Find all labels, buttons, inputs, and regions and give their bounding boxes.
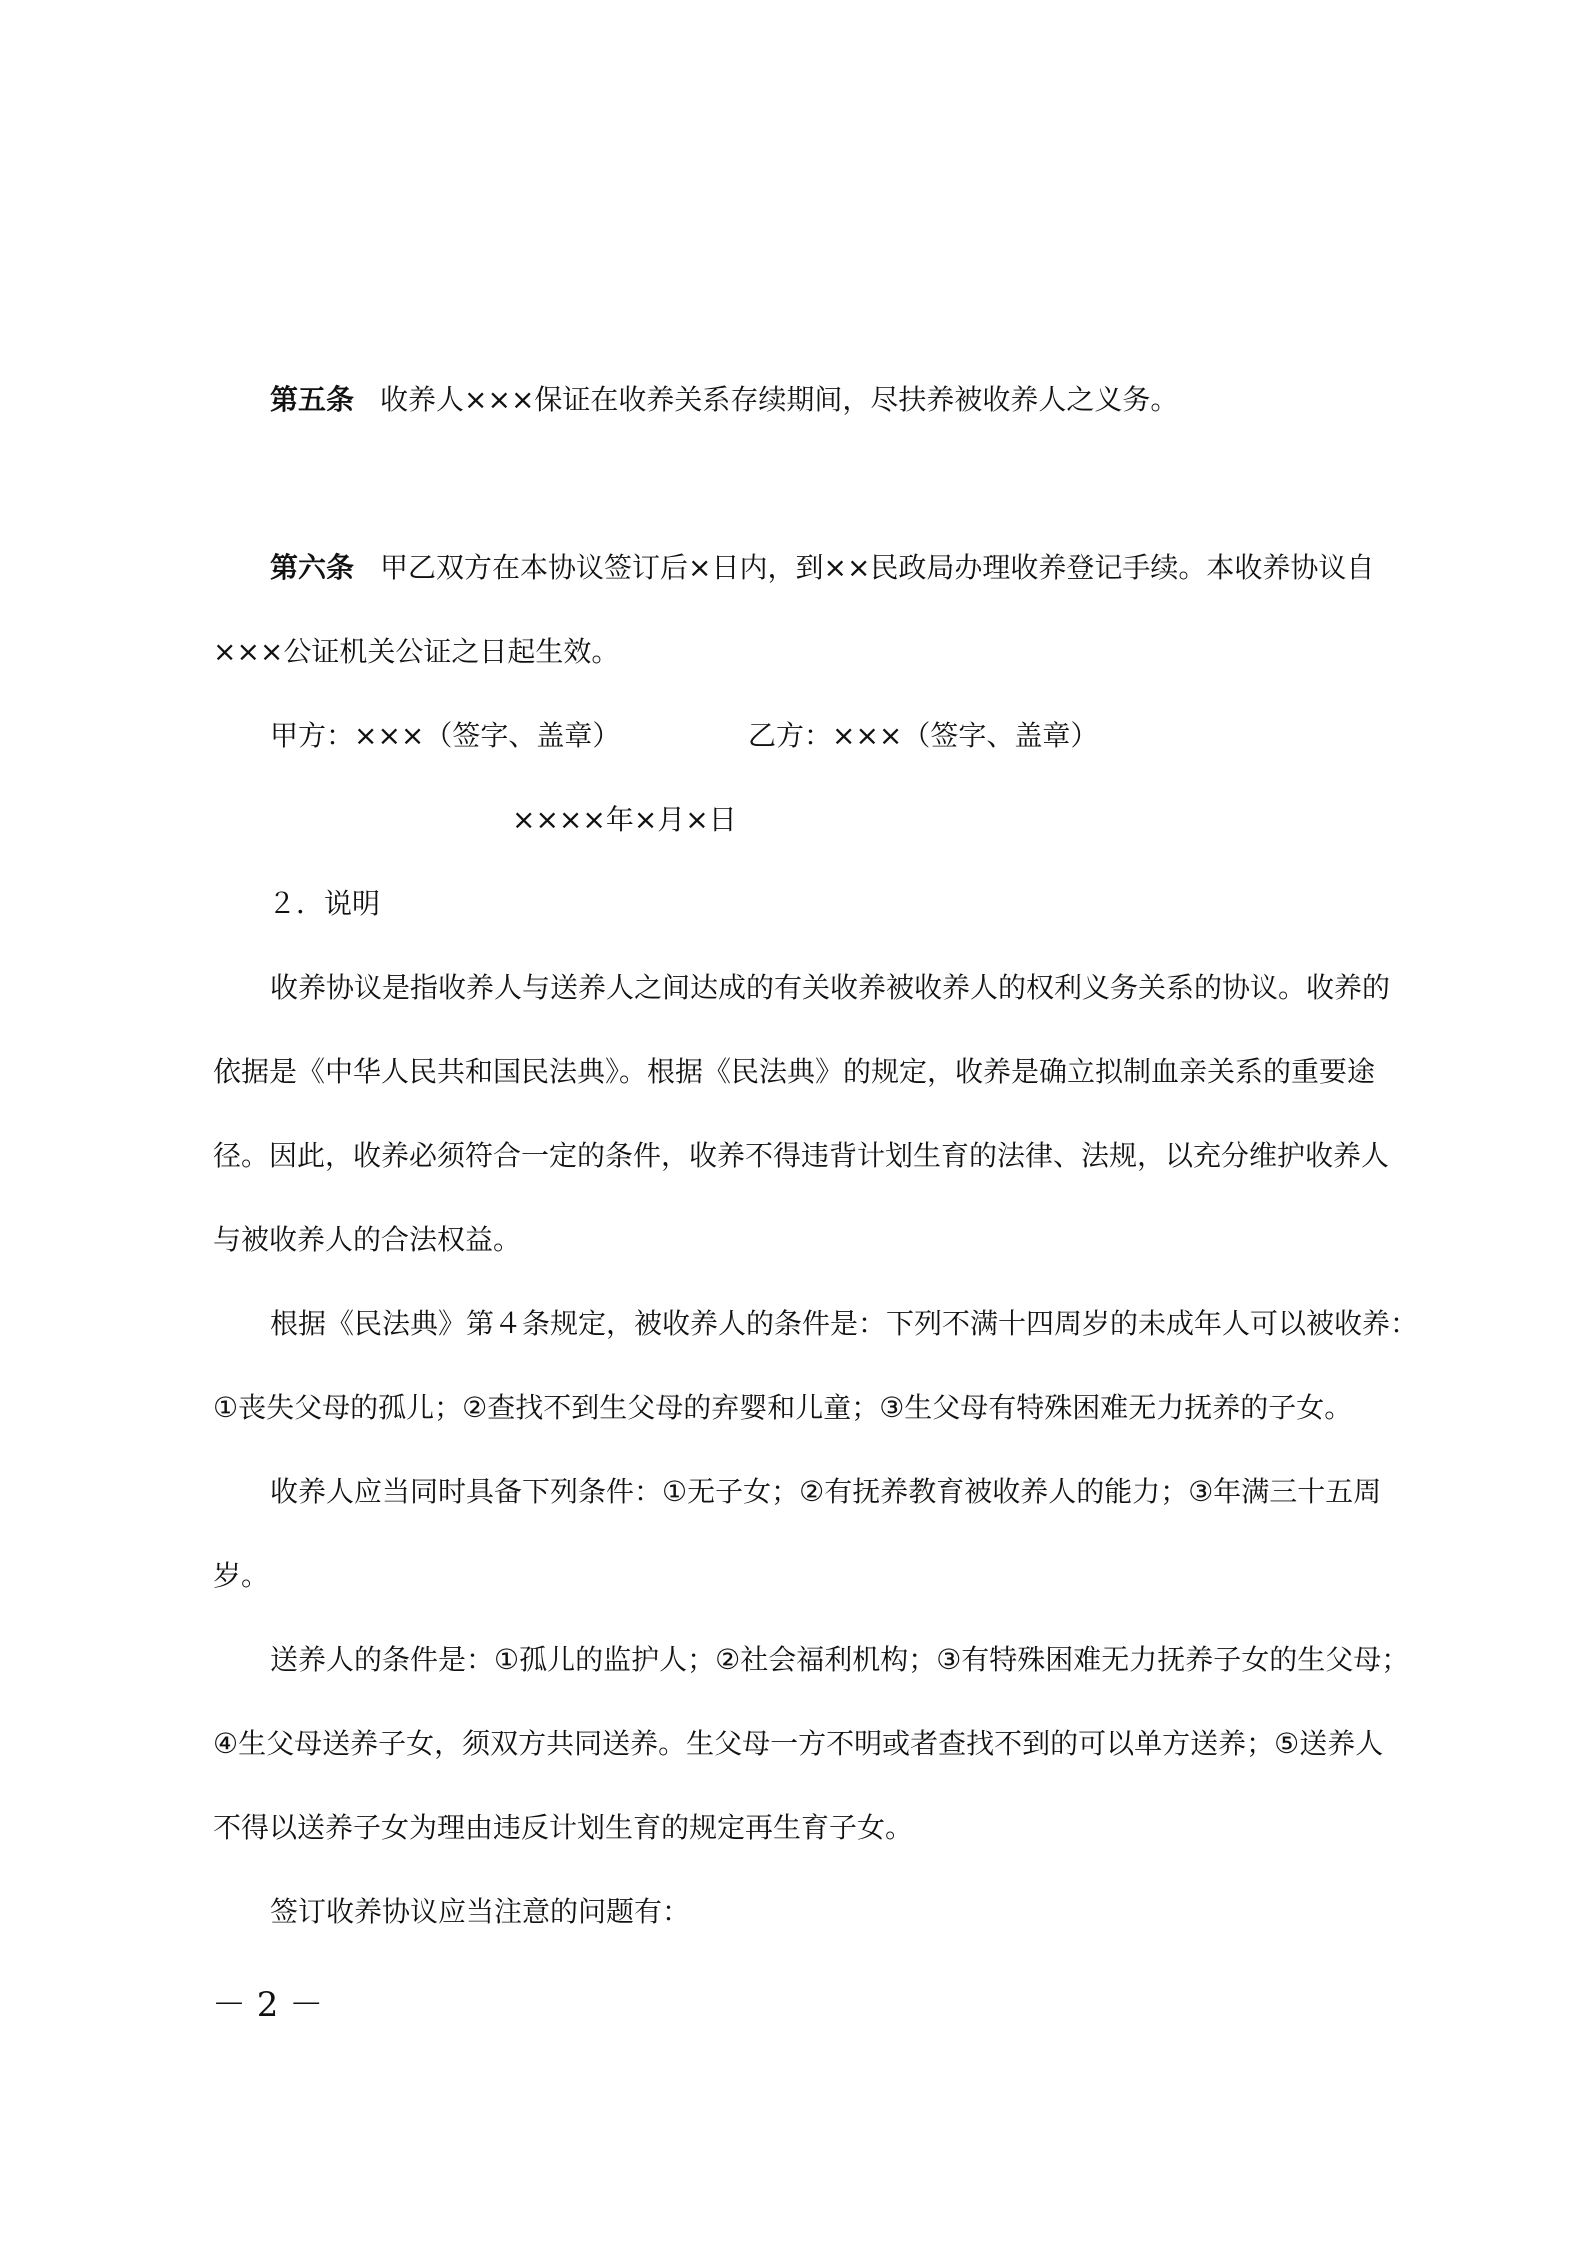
paragraph-1-line-3: 径。因此，收养必须符合一定的条件，收养不得违背计划生育的法律、法规，以充分维护收养人 (213, 1139, 1390, 1172)
article-5-text: 收养人×××保证在收养关系存续期间，尽扶养被收养人之义务。 (380, 383, 1179, 416)
article-6-text-line1: 甲乙双方在本协议签订后×日内，到××民政局办理收养登记手续。本收养协议自 (380, 551, 1375, 584)
paragraph-4-line-1: 送养人的条件是：①孤儿的监护人；②社会福利机构；③有特殊困难无力抚养子女的生父母； (270, 1643, 1410, 1676)
paragraph-2-line-1: 根据《民法典》第４条规定，被收养人的条件是：下列不满十四周岁的未成年人可以被收养： (270, 1307, 1419, 1340)
paragraph-5: 签订收养协议应当注意的问题有： (270, 1895, 691, 1928)
signature-party-b: 乙方：×××（签字、盖章） (748, 719, 1099, 752)
article-5-label: 第五条 (270, 383, 355, 416)
page-number: － 2 － (212, 1985, 324, 2025)
signature-party-a: 甲方：×××（签字、盖章） (270, 719, 621, 752)
paragraph-2-line-2: ①丧失父母的孤儿；②查找不到生父母的弃婴和儿童；③生父母有特殊困难无力抚养的子女。 (213, 1391, 1353, 1424)
article-5 (270, 380, 1390, 420)
section-2-heading: ２．说明 (268, 887, 381, 920)
article-6-label: 第六条 (270, 551, 355, 584)
paragraph-1-line-2: 依据是《中华人民共和国民法典》。根据《民法典》的规定，收养是确立拟制血亲关系的重要途 (213, 1055, 1376, 1088)
signature-date: ××××年×月×日 (512, 803, 737, 836)
paragraph-3-line-2: 岁。 (213, 1559, 270, 1592)
paragraph-1-line-1: 收养协议是指收养人与送养人之间达成的有关收养被收养人的权利义务关系的协议。收养的 (270, 971, 1391, 1004)
paragraph-4-line-2: ④生父母送养子女，须双方共同送养。生父母一方不明或者查找不到的可以单方送养；⑤送养人 (213, 1727, 1384, 1760)
paragraph-4-line-3: 不得以送养子女为理由违反计划生育的规定再生育子女。 (213, 1811, 914, 1844)
paragraph-3-line-1: 收养人应当同时具备下列条件：①无子女；②有抚养教育被收养人的能力；③年满三十五周 (270, 1475, 1382, 1508)
article-6-text-line2: ×××公证机关公证之日起生效。 (213, 635, 620, 668)
article-6 (270, 548, 1390, 588)
paragraph-1-line-4: 与被收养人的合法权益。 (213, 1223, 522, 1256)
